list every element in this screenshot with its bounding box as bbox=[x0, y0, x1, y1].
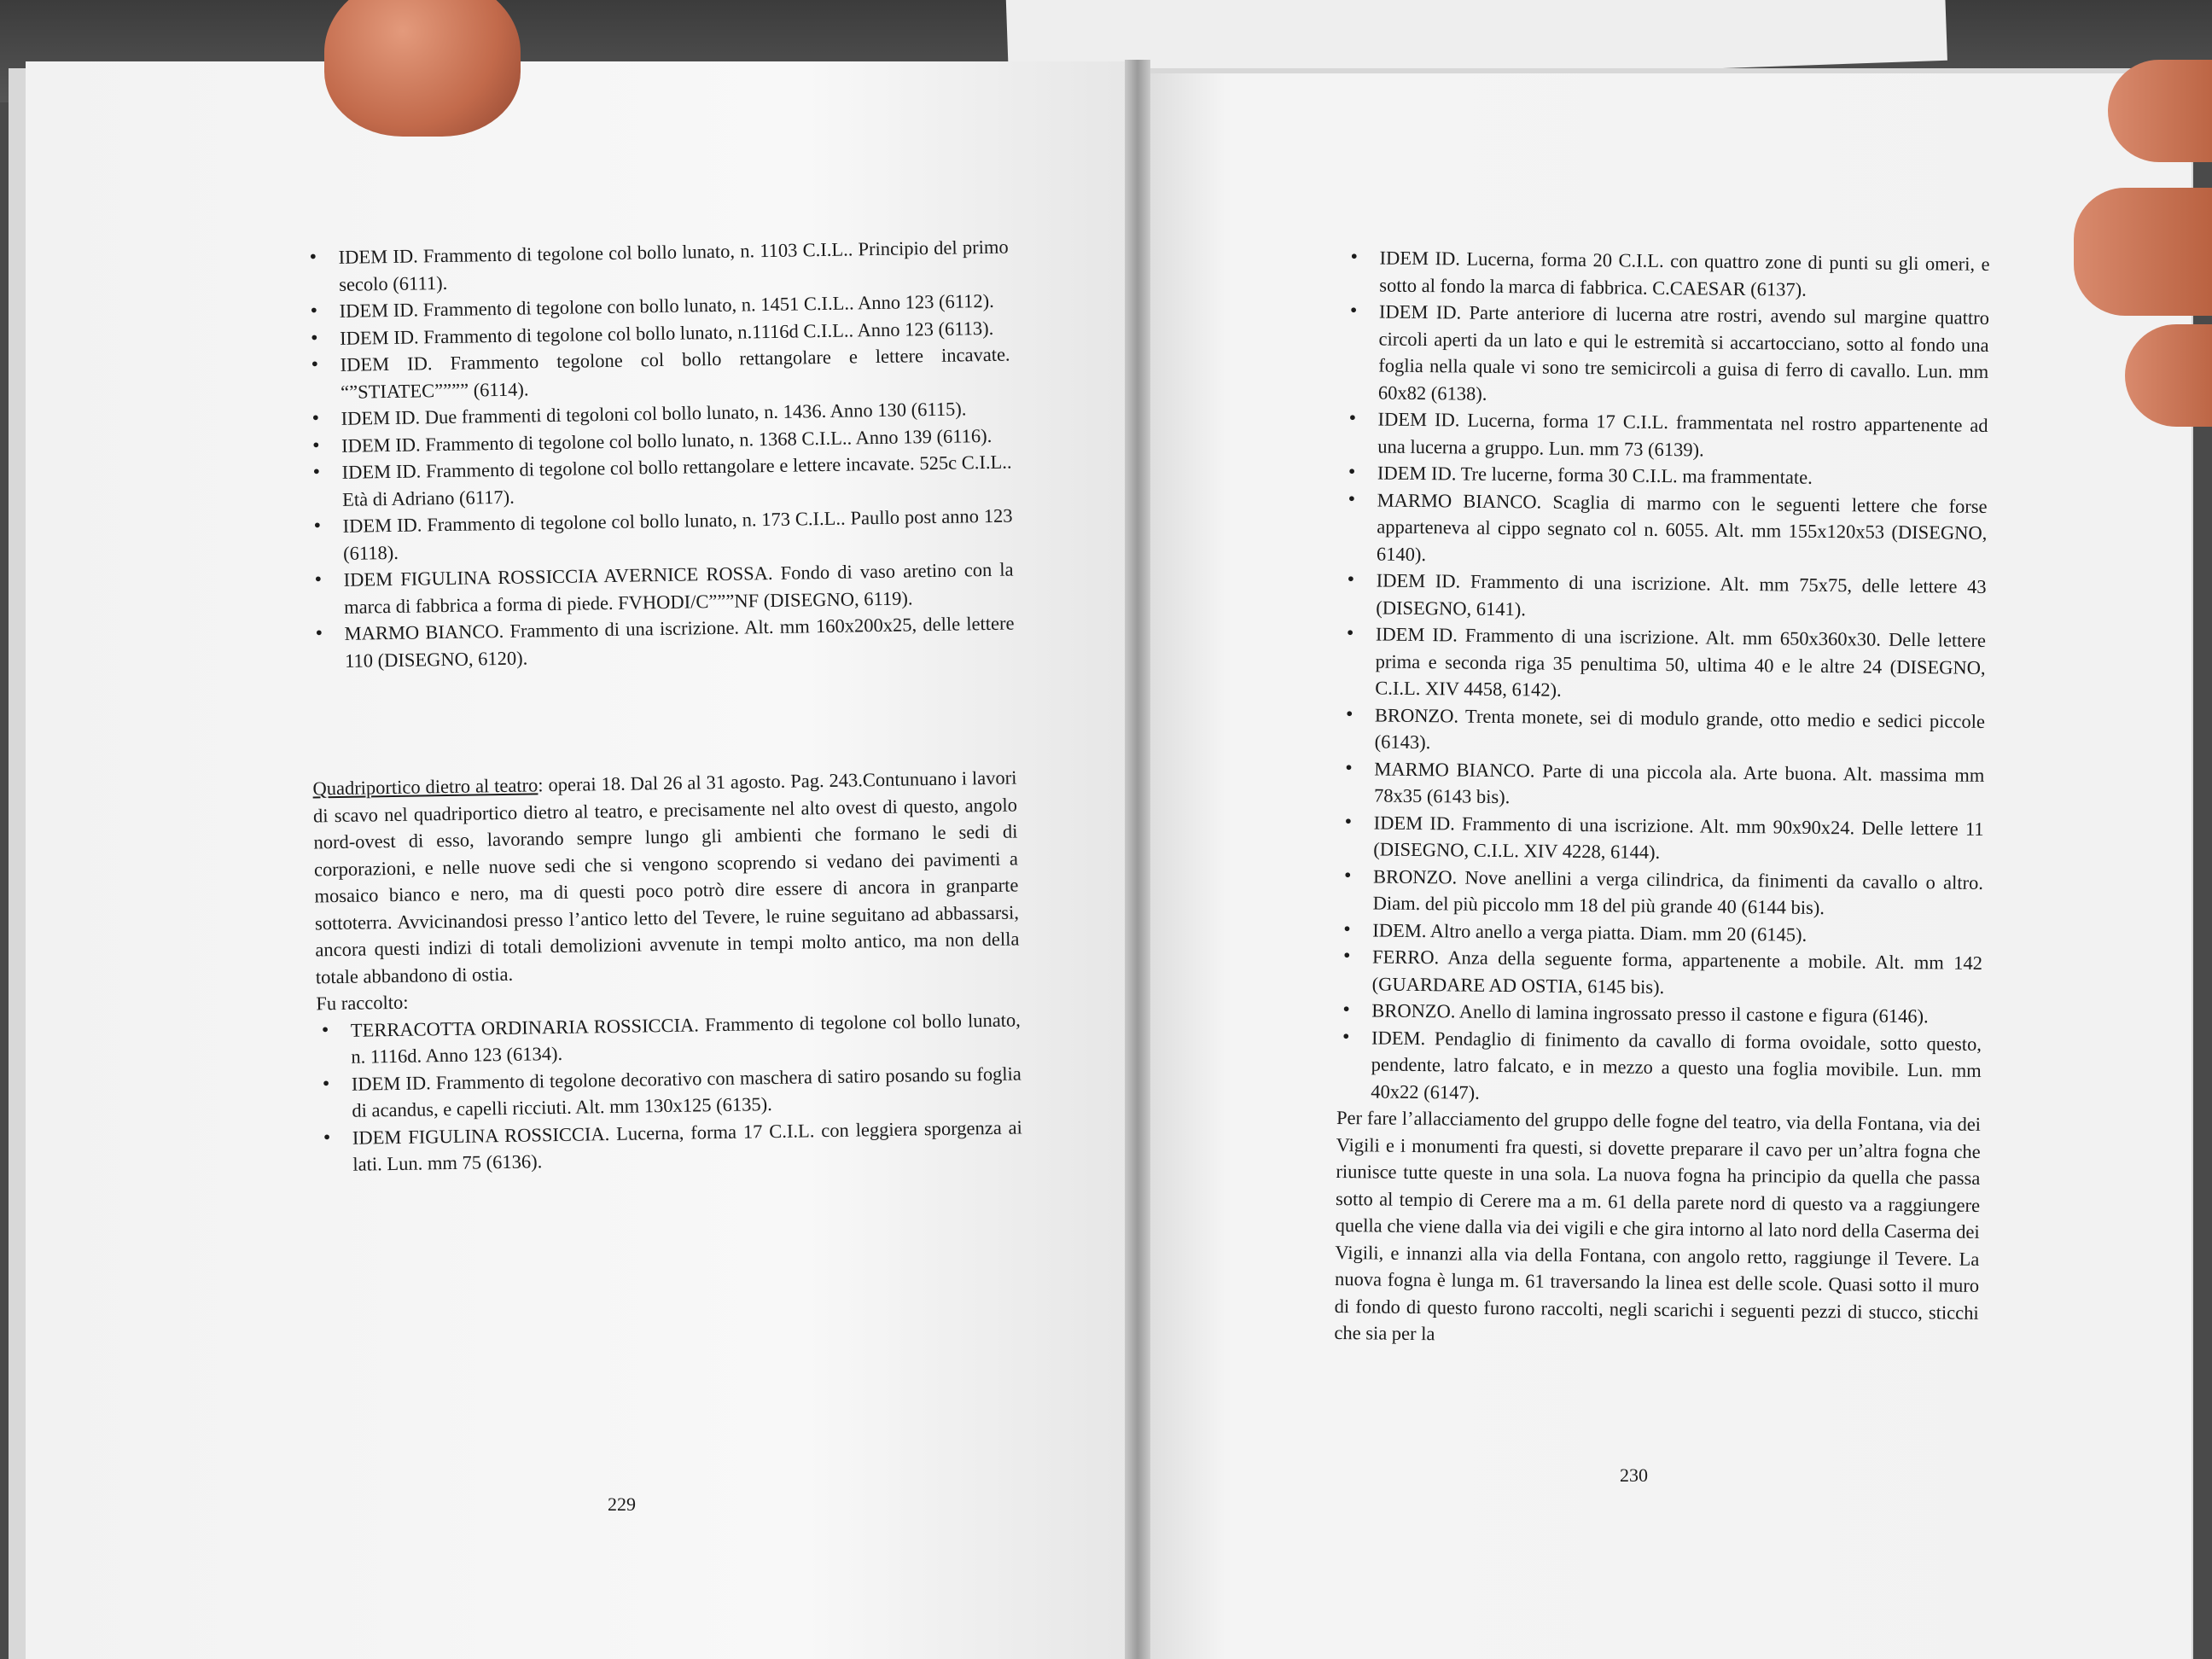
list-item: • IDEM ID. Frammento tegolone col bollo rettangolare e lettere incavate. “”STIATEC”””” (6114). bbox=[306, 341, 1010, 406]
list-item: • IDEM FIGULINA ROSSICCIA. Lucerna, forma 17 C.I.L. con leggiera sporgenza ai lati. Lun. mm 75 (6136). bbox=[318, 1114, 1023, 1179]
list-item: • TERRACOTTA ORDINARIA ROSSICCIA. Frammento di tegolone col bollo lunato, n. 1116d. Anno 123 (6134). bbox=[317, 1006, 1022, 1071]
book-spine bbox=[1125, 60, 1150, 1659]
list-item: • MARMO BIANCO. Frammento di una iscrizione. Alt. mm 160x200x25, delle lettere 110 (DISEGNO, 6120). bbox=[310, 610, 1015, 675]
finger-right bbox=[2108, 60, 2212, 162]
list-item: • MARMO BIANCO. Scaglia di marmo con le seguenti lettere che forse apparteneva al cippo segnato col n. 6055. Alt. mm 155x120x53 (DISEGNO, 6140). bbox=[1342, 486, 1988, 573]
list-item: • BRONZO. Trenta monete, sei di modulo grande, otto medio e sedici piccole (6143). bbox=[1341, 701, 1986, 762]
list-item: • IDEM. Altro anello a verga piatta. Diam. mm 20 (6145). bbox=[1338, 917, 1982, 950]
collected-label: Fu raccolto: bbox=[316, 991, 409, 1015]
list-item: • IDEM ID. Due frammenti di tegoloni col bollo lunato, n. 1436. Anno 130 (6115). bbox=[306, 395, 1010, 433]
list-item: • IDEM ID. Frammento di una iscrizione. Alt. mm 650x360x30. Delle lettere prima e seconda riga 35 penultima 50, ultima 40 e le altre 24 (DISEGNO, C.I.L. XIV 4458, 6142). bbox=[1341, 620, 1986, 707]
section-paragraph bbox=[312, 765, 1020, 991]
right-paragraph: Per fare l’allacciamento del gruppo delle fogne del teatro, via della Fontana, via dei Vigili e i monumenti fra questi, si dovette preparare il cavo per un’altra fogna che riunisce tutte queste in una sola. La nuova fogna ha principio da quella che passa sotto al tempio di Cerere ma a m. 61 della parete nord di questo va a raggiungere quella che viene dalla via dei vigili e che gira intorno al lato nord della Caserma dei Vigili, e innanzi alla via della Fontana, con angolo retto, raggiunge il Tevere. La nuova fogna è lunga m. 61 traversando la linea est delle scole. Quasi sotto il muro di fondo di questo furono raccolti, negli scarichi i seguenti pezzi di stucco, sticchi che sia per la bbox=[1334, 1107, 1982, 1345]
left-entries-top bbox=[304, 234, 1015, 675]
list-item: • IDEM ID. Frammento di tegolone col bollo lunato, n. 1368 C.I.L.. Anno 139 (6116). bbox=[307, 422, 1011, 459]
list-item: • IDEM ID. Tre lucerne, forma 30 C.I.L. ma frammentate. bbox=[1343, 459, 1988, 492]
list-item: • BRONZO. Anello di lamina ingrossato presso il castone e figura (6146). bbox=[1337, 997, 1982, 1030]
left-entries-bottom bbox=[317, 1006, 1023, 1179]
list-item: • IDEM ID. Frammento di una iscrizione. Alt. mm 75x75, delle lettere 43 (DISEGNO, 6141). bbox=[1342, 567, 1987, 627]
list-item: • IDEM ID. Frammento di tegolone decorativo con maschera di satiro posando su foglia di acandus, e capelli ricciuti. Alt. mm 130x125 (6135). bbox=[317, 1060, 1022, 1125]
list-item: • IDEM ID. Lucerna, forma 17 C.I.L. frammentata nel rostro appartenente ad una lucerna a gruppo. Lun. mm 73 (6139). bbox=[1343, 405, 1988, 466]
thumb-holding-page bbox=[324, 0, 521, 137]
list-item: • IDEM ID. Frammento di tegolone col bollo lunato, n.1116d C.I.L.. Anno 123 (6113). bbox=[306, 314, 1010, 352]
list-item: • IDEM ID. Lucerna, forma 20 C.I.L. con quattro zone di punti su gli omeri, e sotto al fondo la marca di fabbrica. C.CAESAR (6137). bbox=[1345, 244, 1990, 305]
finger-right bbox=[2074, 188, 2212, 316]
list-item: • FERRO. Anza della seguente forma, appartenente a mobile. Alt. mm 142 (GUARDARE AD OSTIA, 6145 bis). bbox=[1338, 943, 1983, 1004]
list-item: • IDEM ID. Frammento di tegolone col bollo lunato, n. 173 C.I.L.. Paullo post anno 123 (6118). bbox=[308, 503, 1013, 568]
list-item: • IDEM ID. Parte anteriore di lucerna atre rostri, avendo sul margine quattro circoli aperti da un lato e qui le estremità si accartocciano, sotto al fondo una foglia nella quale vi sono tre semicircoli a guisa di ferro di cavallo. Lun. mm 60x82 (6138). bbox=[1344, 298, 1989, 412]
list-item: • IDEM ID. Frammento di tegolone col bollo lunato, n. 1103 C.I.L.. Principio del primo secolo (6111). bbox=[304, 234, 1009, 299]
list-item: • MARMO BIANCO. Parte di una piccola ala. Arte buona. Alt. massima mm 78x35 (6143 bis). bbox=[1340, 755, 1985, 816]
list-item: • IDEM ID. Frammento di una iscrizione. Alt. mm 90x90x24. Delle lettere 11 (DISEGNO, C.I.L. XIV 4228, 6144). bbox=[1339, 809, 1984, 870]
list-item: • IDEM ID. Frammento di tegolone col bollo rettangolare e lettere incavate. 525c C.I.L.. Età di Adriano (6117). bbox=[307, 449, 1012, 514]
section-heading: Quadriportico dietro al teatro bbox=[312, 774, 538, 800]
right-page-text bbox=[1334, 244, 1989, 1353]
page-number-right: 230 bbox=[1620, 1464, 1648, 1486]
section-paragraph-text: : operai 18. Dal 26 al 31 agosto. Pag. 243.Contunuano i lavori di scavo nel quadriportico dietro al teatro, e precisamente nel alto ovest di questo, angolo nord-ovest di esso, lavorando sempre lungo gli ambienti che formano le sedi di corporazioni, e nelle nuove sedi che si vengono scoprendo si vedano dei pavimenti a mosaico bianco e nero, ma di questi poco potrò dire essere di ancora in granparte sottoterra. Avvicinandosi presso l’antico letto del Tevere, le ruine seguitano ad abbassarsi, ancora questi indizi di totali demolizioni avvenute in tempi molto antico, ma non della totale abbandono di ostia. bbox=[312, 766, 1020, 987]
list-item: • IDEM ID. Frammento di tegolone con bollo lunato, n. 1451 C.I.L.. Anno 123 (6112). bbox=[305, 288, 1009, 325]
left-page-text bbox=[304, 234, 1022, 1179]
section-gap bbox=[311, 664, 1016, 776]
list-item: • IDEM FIGULINA ROSSICCIA AVERNICE ROSSA. Fondo di vaso aretino con la marca di fabbrica a forma di piede. FVHODI/C”””NF (DISEGNO, 6119). bbox=[309, 556, 1014, 621]
list-item: • IDEM. Pendaglio di finimento da cavallo di forma ovoidale, sotto questo, pendente, latro falcato, e in mezzo a questo una foglia movibile. Lun. mm 40x22 (6147). bbox=[1336, 1024, 1982, 1111]
page-number-left: 229 bbox=[608, 1493, 636, 1515]
right-entries bbox=[1336, 244, 1990, 1111]
list-item: • BRONZO. Nove anellini a verga cilindrica, da finimenti da cavallo o altro. Diam. del più piccolo mm 18 del più grande 40 (6144 bis). bbox=[1339, 863, 1984, 923]
